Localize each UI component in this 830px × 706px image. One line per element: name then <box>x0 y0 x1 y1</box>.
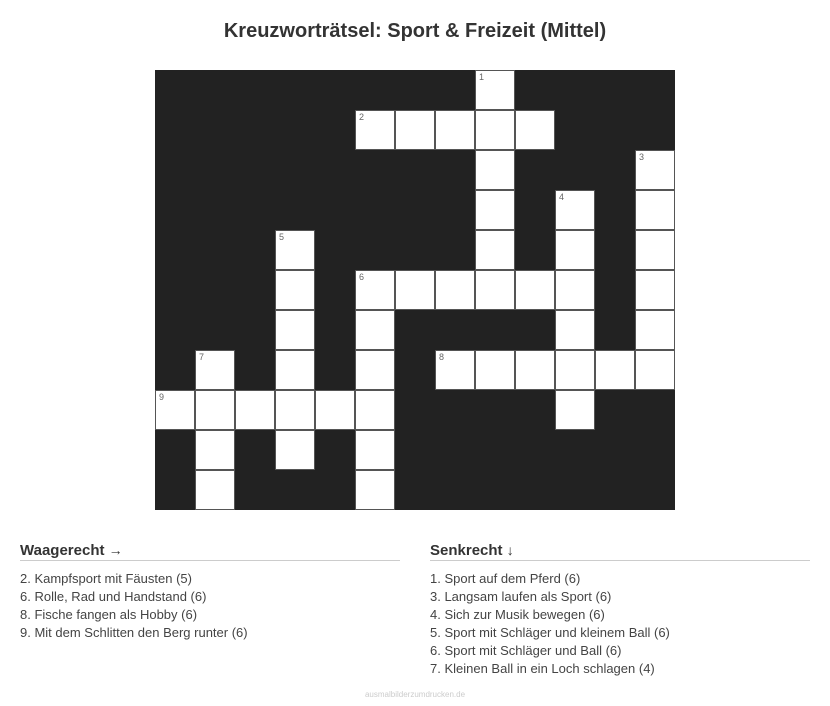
arrow-right-icon: → <box>108 542 123 558</box>
clue-item: 4. Sich zur Musik bewegen (6) <box>430 607 605 622</box>
clue-item: 2. Kampfsport mit Fäusten (5) <box>20 571 192 586</box>
crossword-cell[interactable] <box>315 390 355 430</box>
page-title: Kreuzworträtsel: Sport & Freizeit (Mittel) <box>223 20 607 42</box>
crossword-cell[interactable] <box>595 350 635 390</box>
crossword-cell[interactable] <box>555 310 595 350</box>
clue-item: 9. Mit dem Schlitten den Berg runter (6) <box>20 625 248 640</box>
crossword-cell[interactable] <box>435 270 475 310</box>
crossword-cell[interactable] <box>355 270 395 310</box>
crossword-cell[interactable] <box>155 390 195 430</box>
crossword-cell[interactable] <box>195 390 235 430</box>
arrow-down-icon: ↓ <box>506 542 514 558</box>
cell-number: 8 <box>439 352 445 362</box>
down-clues-section <box>430 542 810 678</box>
crossword-cell[interactable] <box>555 230 595 270</box>
cell-number: 7 <box>199 352 205 362</box>
crossword-cell[interactable] <box>435 110 475 150</box>
down-clue-list <box>430 561 810 678</box>
down-heading-label: Senkrecht <box>430 542 503 559</box>
crossword-cell[interactable] <box>395 110 435 150</box>
crossword-cell[interactable] <box>475 70 515 110</box>
crossword-cell[interactable] <box>515 270 555 310</box>
crossword-cell[interactable] <box>355 310 395 350</box>
crossword-cell[interactable] <box>635 230 675 270</box>
cell-number: 4 <box>559 192 565 202</box>
cell-number: 9 <box>159 392 165 402</box>
crossword-grid <box>155 70 675 510</box>
crossword-cell[interactable] <box>275 310 315 350</box>
crossword-cell[interactable] <box>555 270 595 310</box>
clue-item: 3. Langsam laufen als Sport (6) <box>430 589 612 604</box>
clue-item: 7. Kleinen Ball in ein Loch schlagen (4) <box>430 661 655 676</box>
crossword-cell[interactable] <box>235 390 275 430</box>
footer-watermark: ausmalbilderzumdrucken.de <box>364 690 466 699</box>
crossword-cell[interactable] <box>355 390 395 430</box>
clue-item: 6. Sport mit Schläger und Ball (6) <box>430 643 622 658</box>
crossword-cell[interactable] <box>275 430 315 470</box>
crossword-cell[interactable] <box>275 270 315 310</box>
crossword-cell[interactable] <box>555 390 595 430</box>
clue-item: 1. Sport auf dem Pferd (6) <box>430 571 581 586</box>
crossword-cell[interactable] <box>635 350 675 390</box>
crossword-cell[interactable] <box>195 430 235 470</box>
crossword-cell[interactable] <box>515 350 555 390</box>
crossword-cell[interactable] <box>435 350 475 390</box>
crossword-cell[interactable] <box>635 270 675 310</box>
down-heading <box>430 542 810 561</box>
crossword-cell[interactable] <box>475 150 515 190</box>
crossword-cell[interactable] <box>635 310 675 350</box>
crossword-cell[interactable] <box>475 350 515 390</box>
cell-number: 3 <box>639 152 645 162</box>
crossword-cell[interactable] <box>475 270 515 310</box>
crossword-cell[interactable] <box>355 470 395 510</box>
crossword-cell[interactable] <box>275 350 315 390</box>
crossword-cell[interactable] <box>555 350 595 390</box>
crossword-cell[interactable] <box>275 390 315 430</box>
crossword-cell[interactable] <box>635 190 675 230</box>
crossword-cell[interactable] <box>355 430 395 470</box>
across-heading <box>20 542 400 561</box>
cell-number: 5 <box>279 232 285 242</box>
cell-number: 2 <box>359 112 365 122</box>
crossword-cell[interactable] <box>475 190 515 230</box>
crossword-cell[interactable] <box>355 110 395 150</box>
cell-number: 6 <box>359 272 365 282</box>
crossword-cell[interactable] <box>395 270 435 310</box>
across-heading-label: Waagerecht <box>20 542 105 559</box>
crossword-cell[interactable] <box>195 470 235 510</box>
crossword-cell[interactable] <box>515 110 555 150</box>
across-clues-section <box>20 542 400 642</box>
clue-item: 5. Sport mit Schläger und kleinem Ball (6) <box>430 625 670 640</box>
crossword-cell[interactable] <box>475 230 515 270</box>
crossword-cell[interactable] <box>635 150 675 190</box>
crossword-cell[interactable] <box>275 230 315 270</box>
crossword-cell[interactable] <box>555 190 595 230</box>
crossword-cell[interactable] <box>355 350 395 390</box>
clue-item: 8. Fische fangen als Hobby (6) <box>20 607 198 622</box>
across-clue-list <box>20 561 400 642</box>
crossword-cell[interactable] <box>195 350 235 390</box>
cell-number: 1 <box>479 72 485 82</box>
crossword-cell[interactable] <box>475 110 515 150</box>
clue-item: 6. Rolle, Rad und Handstand (6) <box>20 589 207 604</box>
